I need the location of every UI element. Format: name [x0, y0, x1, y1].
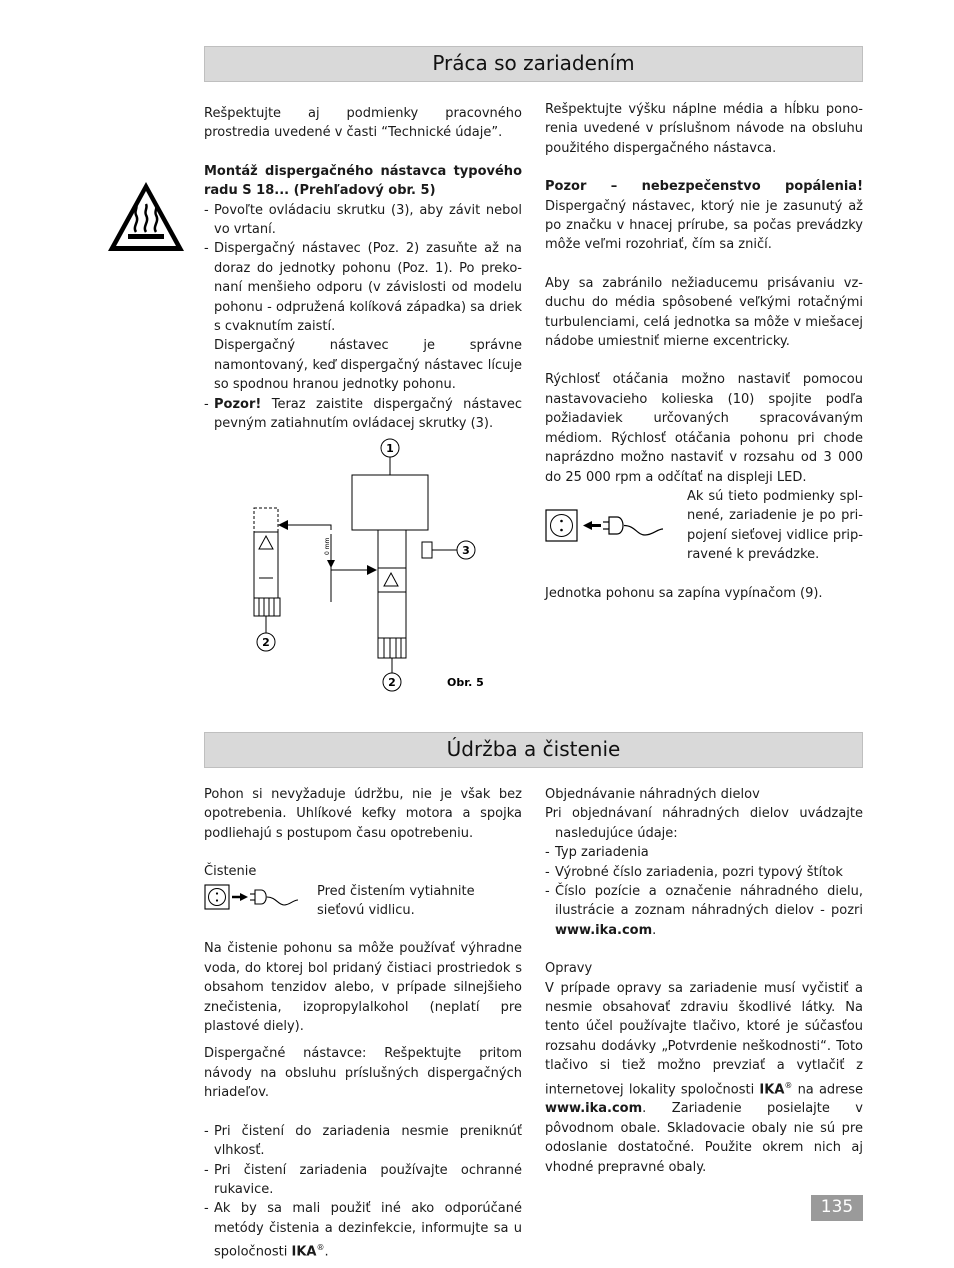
list-item: - Číslo pozície a označenie náhradného dielu, ilustrácie a zoznam náhradných dielov - pozri www.ika.com. [545, 884, 863, 938]
brand-name: IKA [291, 1244, 317, 1260]
plug-notice [545, 487, 863, 565]
callout-2-left: 2 [262, 636, 270, 649]
unplug-icon [204, 882, 317, 917]
paragraph: Dispergačné nástavce: Rešpektujte pritom návody na obsluhu príslušných dispergačných hriadeľov. [204, 1046, 522, 1101]
figure-5 [204, 430, 504, 701]
callout-1: 1 [386, 442, 394, 455]
page-number: 135 [811, 1195, 863, 1221]
section-title-operation: Práca so zariadením [204, 46, 863, 82]
list-item: - Výrobné číslo zariadenia, pozri typový štítok [545, 864, 843, 880]
list-item-continuation: Dispergačný nástavec je správne namontovaný, keď dispergačný nástavec lícuje so spodnou hranou jednotky pohonu. [214, 338, 522, 393]
dimension-label: 0 mm [324, 537, 331, 555]
section1-right-column [545, 100, 863, 603]
list-item: - Typ zariadenia [545, 845, 649, 861]
website-link[interactable]: www.ika.com [545, 1101, 643, 1117]
spare-parts-heading: Objednávanie náhradných dielov [545, 787, 760, 802]
section1-left-column [204, 104, 522, 434]
unplug-notice [204, 882, 522, 921]
list-item: - Pozor! Teraz zaistite dispergačný nástavec pevným zatiahnutím ovládacej skrutky (3). [204, 396, 522, 432]
section2-left-column [204, 785, 522, 1262]
paragraph: Aby sa zabránilo nežiaducemu prisávaniu vzduchu do média spôsobené veľkými rotačnými turbulenciami, celá jednotka sa môže v miešacej nádobe umiestniť mierne excentricky. [545, 275, 863, 350]
section-title-maintenance: Údržba a čistenie [204, 732, 863, 768]
callout-2-mounted: 2 [388, 676, 396, 689]
paragraph: Rýchlosť otáčania možno nastaviť pomocou nastavovacieho kolieska (10) spojite podľa požiadaviek určovaných spracovávaným médiom. Rýchlosť otáčania pohonu pri chode naprázdno možno nastaviť v rozsahu od 3 000 do 25 000 rpm a odčítať na displeji LED. [545, 372, 863, 485]
figure-caption: Obr. 5 [447, 676, 484, 689]
paragraph: Na čistenie pohonu sa môže používať výhradne voda, do ktorej bol pridaný čistiaci prostriedok s obsahom tenzidov alebo, v prípade silnejšieho znečistenia, izopropylalkohol (neplatí pre plastové diely). [204, 941, 522, 1035]
repairs-heading: Opravy [545, 961, 593, 977]
brand-name: IKA [759, 1082, 785, 1098]
unplug-notice-text: Pred čistením vytiahnite sieťovú vidlicu. [317, 883, 475, 919]
paragraph: Pohon si nevyžaduje údržbu, nie je však bez opotrebenia. Uhlíkové kefky motora a spojka podliehajú s postupom času opotrebeniu. [204, 787, 522, 841]
repairs-paragraph: V prípade opravy sa zariadenie musí vyčistiť a nesmie obsahovať zdraviu škodlivé látky. Na tento účel používajte tlačivo, ktoré je súčasťou rozsahu dodávky „Potvrdenie neškodnosti“. Toto tlačivo si tiež možno prevziať a vytlačiť z internetovej lokality spoločnosti IKA® na adrese www.ika.com. Zariadenie posielajte v pôvodnom obale. Skladovacie obaly nie sú pre odoslanie dostatočné. Použite okrem nich aj vhodné prepravné obaly. [545, 980, 863, 1175]
plug-in-icon [545, 487, 687, 549]
plug-notice-text: Ak sú tieto podmienky splnené, zariadenie je po pripojení sieťovej vidlice pripravené k prevádzke. [687, 488, 863, 563]
paragraph: Rešpektujte výšku náplne média a hĺbku ponorenia uvedené v príslušnom návode na obsluhu použitého dispergačného nástavca. [545, 102, 863, 156]
intro-paragraph: Rešpektujte aj podmienky pracovného prostredia uvedené v časti “Technické údaje”. [204, 106, 522, 141]
list-item: - Pri čistení do zariadenia nesmie preniknúť vlhkosť. [204, 1123, 522, 1159]
website-link[interactable]: www.ika.com [555, 922, 653, 938]
paragraph: Jednotka pohonu sa zapína vypínačom (9). [545, 585, 823, 601]
callout-3: 3 [462, 544, 470, 557]
caution-label: Pozor! [214, 396, 262, 412]
hot-surface-warning-icon [106, 180, 186, 260]
list-item: - Povoľte ovládaciu skrutku (3), aby závit nebol vo vrtaní. [204, 202, 522, 238]
list-item: - Dispergačný nástavec (Poz. 2) zasuňte až na doraz do jednotky pohonu (Poz. 1). Po prekonaní menšieho odporu (v závislosti od modelu pohonu - odpružená kolíková západka) sa driek s cvaknutím zaistí. [204, 241, 522, 335]
cleaning-heading: Čistenie [204, 864, 257, 880]
burn-warning-heading: Pozor – nebezpečenstvo popálenia! [545, 179, 863, 195]
burn-warning-text: Dispergačný nástavec, ktorý nie je zasunutý až po značku v hnacej prírube, sa počas prevádzky môže veľmi rozohriať, čím sa zničí. [545, 198, 863, 253]
list-item: - Pri čistení zariadenia používajte ochranné rukavice. [204, 1162, 522, 1197]
section2-right-column [545, 785, 863, 1177]
list-item: - Ak by sa mali použiť iné ako odporúčané metódy čistenia a dezinfekcie, informujte sa u spoločnosti IKA®. [204, 1201, 522, 1260]
paragraph: Pri objednávaní náhradných dielov uvádzajte nasledujúce údaje: [545, 806, 863, 841]
mount-heading: Montáž dispergačného nástavca typového radu S 18... (Prehľadový obr. 5) [204, 163, 522, 199]
